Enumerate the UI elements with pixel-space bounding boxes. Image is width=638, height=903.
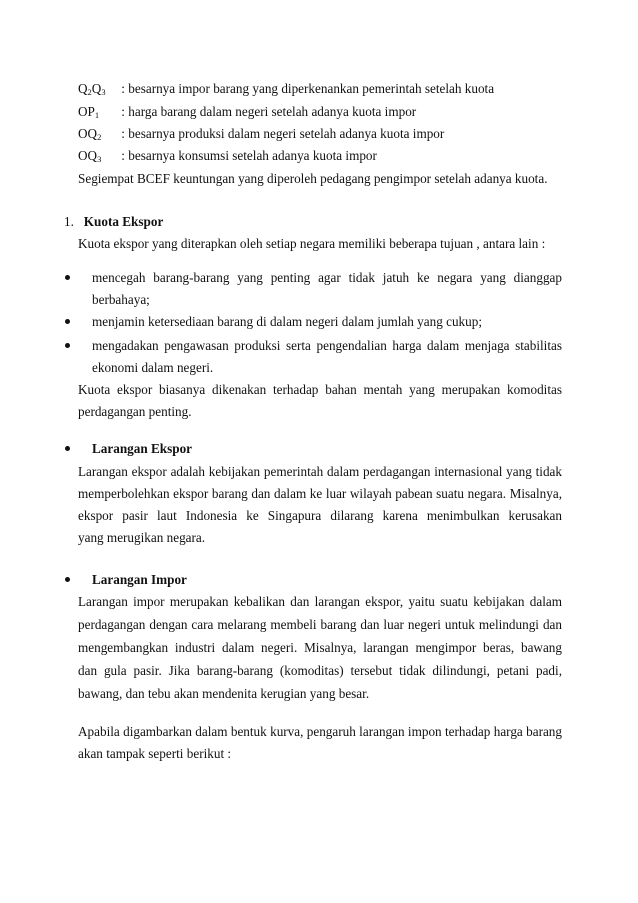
bullet-icon [64,443,72,451]
section-title: Kuota Ekspor [83,214,164,229]
bullet-icon [64,340,72,348]
bullet-line: ekonomi dalam negeri. [92,360,214,375]
paragraph-line: yang merugikan negara. [78,530,206,545]
definition-description: : harga barang dalam negeri setelah adanya kuota impor [121,104,417,119]
section-1-heading [64,214,163,229]
segiempat-line: Segiempat BCEF keuntungan yang diperoleh pedagang pengimpor setelah adanya kuota. [78,171,548,186]
paragraph-line: bawang, dan tebu akan mendenita kerugian yang besar. [78,686,370,701]
section-1-intro: Kuota ekspor yang diterapkan oleh setiap negara memiliki beberapa tujuan , antara lain : [78,236,546,251]
paragraph-line: ekspor pasir laut Indonesia ke Singapura dilarang karena menimbulkan kerusakan [78,508,562,523]
paragraph-line: perdagangan dengan cara melarang membeli barang dan luar negeri untuk melindungi dan [78,617,562,632]
paragraph-line: mengembangkan industri dalam negeri. Misalnya, larangan mengimpor beras, bawang [78,640,562,655]
paragraph-line: perdagangan penting. [78,404,192,419]
bullet-line: mencegah barang-barang yang penting agar tidak jatuh ke negara yang dianggap [92,270,562,285]
larangan-impor-heading: Larangan Impor [92,572,187,587]
closing-paragraph [78,724,562,739]
definition-op1 [78,104,416,123]
bullet-line: mengadakan pengawasan produksi serta pengendalian harga dalam menjaga stabilitas [92,338,562,353]
paragraph-line: akan tampak seperti berikut : [78,746,232,761]
paragraph-line: Larangan impor merupakan kebalikan dan larangan ekspor, yaitu suatu kebijakan dalam [78,594,562,609]
bullet-icon [64,272,72,280]
paragraph-line: dan gula pasir. Jika barang-barang (komoditas) tersebut tidak dilindungi, petani padi, [78,663,562,678]
section-number: 1. [64,214,74,229]
section-1-outro [78,382,562,397]
definition-q2q3 [78,81,494,100]
bullet-item [92,338,562,353]
paragraph-line: Apabila digambarkan dalam bentuk kurva, pengaruh larangan impon terhadap harga barang [78,724,562,739]
bullet-item: menjamin ketersediaan barang di dalam negeri dalam jumlah yang cukup; [92,314,482,329]
bullet-icon [64,574,72,582]
paragraph-line: Larangan ekspor adalah kebijakan pemerintah dalam perdagangan internasional yang tidak [78,464,562,479]
bullet-line: berbahaya; [92,292,150,307]
definition-term: $OQ_3$ [78,148,102,164]
paragraph-line: Kuota ekspor biasanya dikenakan terhadap bahan mentah yang merupakan komoditas [78,382,562,397]
bullet-icon [64,316,72,324]
definition-term: $Q_2Q_3$ [78,81,106,97]
bullet-item [92,270,562,285]
larangan-impor-paragraph [78,594,562,678]
larangan-ekspor-heading: Larangan Ekspor [92,441,193,456]
definition-term: $OP_1$ [78,104,100,120]
definition-description: : besarnya konsumsi setelah adanya kuota impor [121,148,377,163]
definition-description: : besarnya produksi dalam negeri setelah adanya kuota impor [121,126,445,141]
larangan-ekspor-paragraph [78,464,562,523]
definition-oq2 [78,126,444,145]
paragraph-line: memperbolehkan ekspor barang dan dalam ke luar wilayah pabean suatu negara. Misalnya, [78,486,562,501]
definition-oq3 [78,148,377,167]
definition-description: : besarnya impor barang yang diperkenankan pemerintah setelah kuota [121,81,495,96]
definition-term: $OQ_2$ [78,126,102,142]
